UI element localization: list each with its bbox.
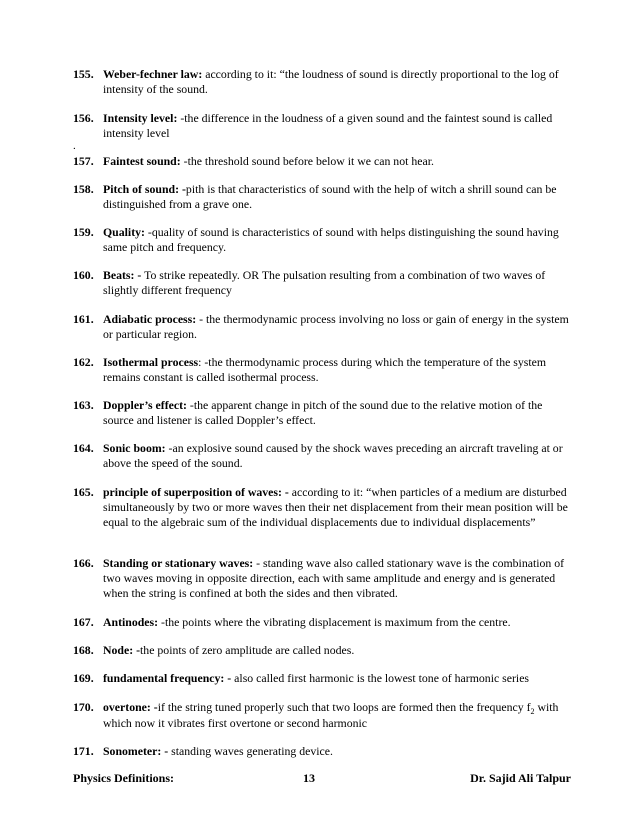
entry-text: - the thermodynamic process involving no loss or gain of energy in the system or particular region. — [103, 312, 569, 341]
entry-text: -the threshold sound before below it we can not hear. — [180, 154, 434, 168]
entry-171 — [73, 744, 571, 759]
entry-169 — [73, 671, 571, 686]
entry-text: pith is that characteristics of sound with the help of witch a shrill sound can be distinguished from a grave one. — [103, 182, 557, 211]
entry-164 — [73, 441, 571, 471]
entry-term: Sonic boom: — [103, 441, 166, 455]
entry-term: Isothermal process — [103, 355, 199, 369]
entry-number: 157. — [73, 154, 94, 168]
entry-157 — [73, 154, 571, 169]
entry-number: 158. — [73, 182, 94, 196]
entry-text: according to it: “the loudness of sound is directly proportional to the log of intensity of the sound. — [103, 67, 559, 96]
entry-term: Doppler’s effect: — [103, 398, 187, 412]
entry-155 — [73, 67, 571, 97]
entry-168 — [73, 643, 571, 658]
entry-number: 170. — [73, 700, 94, 714]
entry-term: Intensity level: — [103, 111, 178, 125]
entry-term: Antinodes: — [103, 615, 159, 629]
entry-text: -an explosive sound caused by the shock waves preceding an aircraft traveling at or above the speed of the sound. — [103, 441, 563, 470]
entry-number: 166. — [73, 556, 94, 570]
entry-text: the points of zero amplitude are called nodes. — [140, 643, 355, 657]
entry-text: according to it: “when particles of a medium are disturbed simultaneously by two or more waves then their net displacement from their mean position will be equal to the algebraic sum of the individual displacements due to individual displacements” — [103, 485, 568, 529]
entry-term: Sonometer: - — [103, 744, 169, 758]
entry-term: overtone: - — [103, 700, 158, 714]
entry-162 — [73, 355, 571, 385]
entry-163 — [73, 398, 571, 428]
entry-158 — [73, 182, 571, 212]
entry-156 — [73, 111, 571, 141]
entry-number: 167. — [73, 615, 94, 629]
entry-text: if the string tuned properly such that two loops are formed then the frequency f — [157, 700, 531, 714]
entry-text: -the difference in the loudness of a given sound and the faintest sound is called intensity level — [103, 111, 553, 140]
entry-text: -the apparent change in pitch of the sound due to the relative motion of the source and listener is called Doppler’s effect. — [103, 398, 543, 427]
entry-number: 155. — [73, 67, 94, 81]
subscript: 2 — [530, 707, 535, 716]
entry-number: 165. — [73, 485, 94, 499]
entry-160 — [73, 268, 571, 298]
footer-title: Physics Definitions: — [73, 771, 175, 785]
entry-161 — [73, 312, 571, 342]
entry-167 — [73, 615, 571, 630]
entry-166 — [73, 556, 571, 601]
entry-term: principle of superposition of waves: - — [103, 485, 289, 499]
entry-number: 171. — [73, 744, 94, 758]
footer-author: Dr. Sajid Ali Talpur — [470, 771, 571, 785]
entry-number: 168. — [73, 643, 94, 657]
entry-text: -the points where the vibrating displacement is maximum from the centre. — [158, 615, 511, 629]
entry-term: Quality: — [103, 225, 145, 239]
entry-term: fundamental frequency: - — [103, 671, 232, 685]
entry-text: To strike repeatedly. OR The pulsation resulting from a combination of two waves of slightly different frequency — [103, 268, 546, 297]
page-number: 13 — [303, 771, 315, 785]
stray-mark: . — [73, 140, 76, 152]
entry-number: 164. — [73, 441, 94, 455]
entry-term: Standing or stationary waves: — [103, 556, 254, 570]
entry-text: - standing wave also called stationary wave is the combination of two waves moving in opposite direction, each with same amplitude and energy and is generated when the string is confined at both the sides and then vibrated. — [103, 556, 565, 600]
entry-number: 156. — [73, 111, 94, 125]
entry-165 — [73, 485, 571, 530]
entry-text: -quality of sound is characteristics of sound with helps distinguishing the sound having same pitch and frequency. — [103, 225, 559, 254]
entry-number: 162. — [73, 355, 94, 369]
entry-term: Pitch of sound: - — [103, 182, 186, 196]
entry-number: 161. — [73, 312, 94, 326]
entry-170 — [73, 700, 571, 731]
entry-text-continued: with which now it vibrates first overtone or second harmonic — [103, 700, 559, 730]
entry-number: 169. — [73, 671, 94, 685]
entry-number: 159. — [73, 225, 94, 239]
entry-number: 163. — [73, 398, 94, 412]
entry-term: Beats: - — [103, 268, 142, 282]
entry-term: Weber-fechner law: — [103, 67, 203, 81]
entry-text: : -the thermodynamic process during which the temperature of the system remains constant is called isothermal process. — [103, 355, 547, 384]
entry-159 — [73, 225, 571, 255]
entry-term: Node: - — [103, 643, 141, 657]
entry-text: standing waves generating device. — [168, 744, 333, 758]
entry-number: 160. — [73, 268, 94, 282]
entry-term: Faintest sound: — [103, 154, 181, 168]
entry-term: Adiabatic process: — [103, 312, 197, 326]
entry-text: also called first harmonic is the lowest tone of harmonic series — [231, 671, 530, 685]
